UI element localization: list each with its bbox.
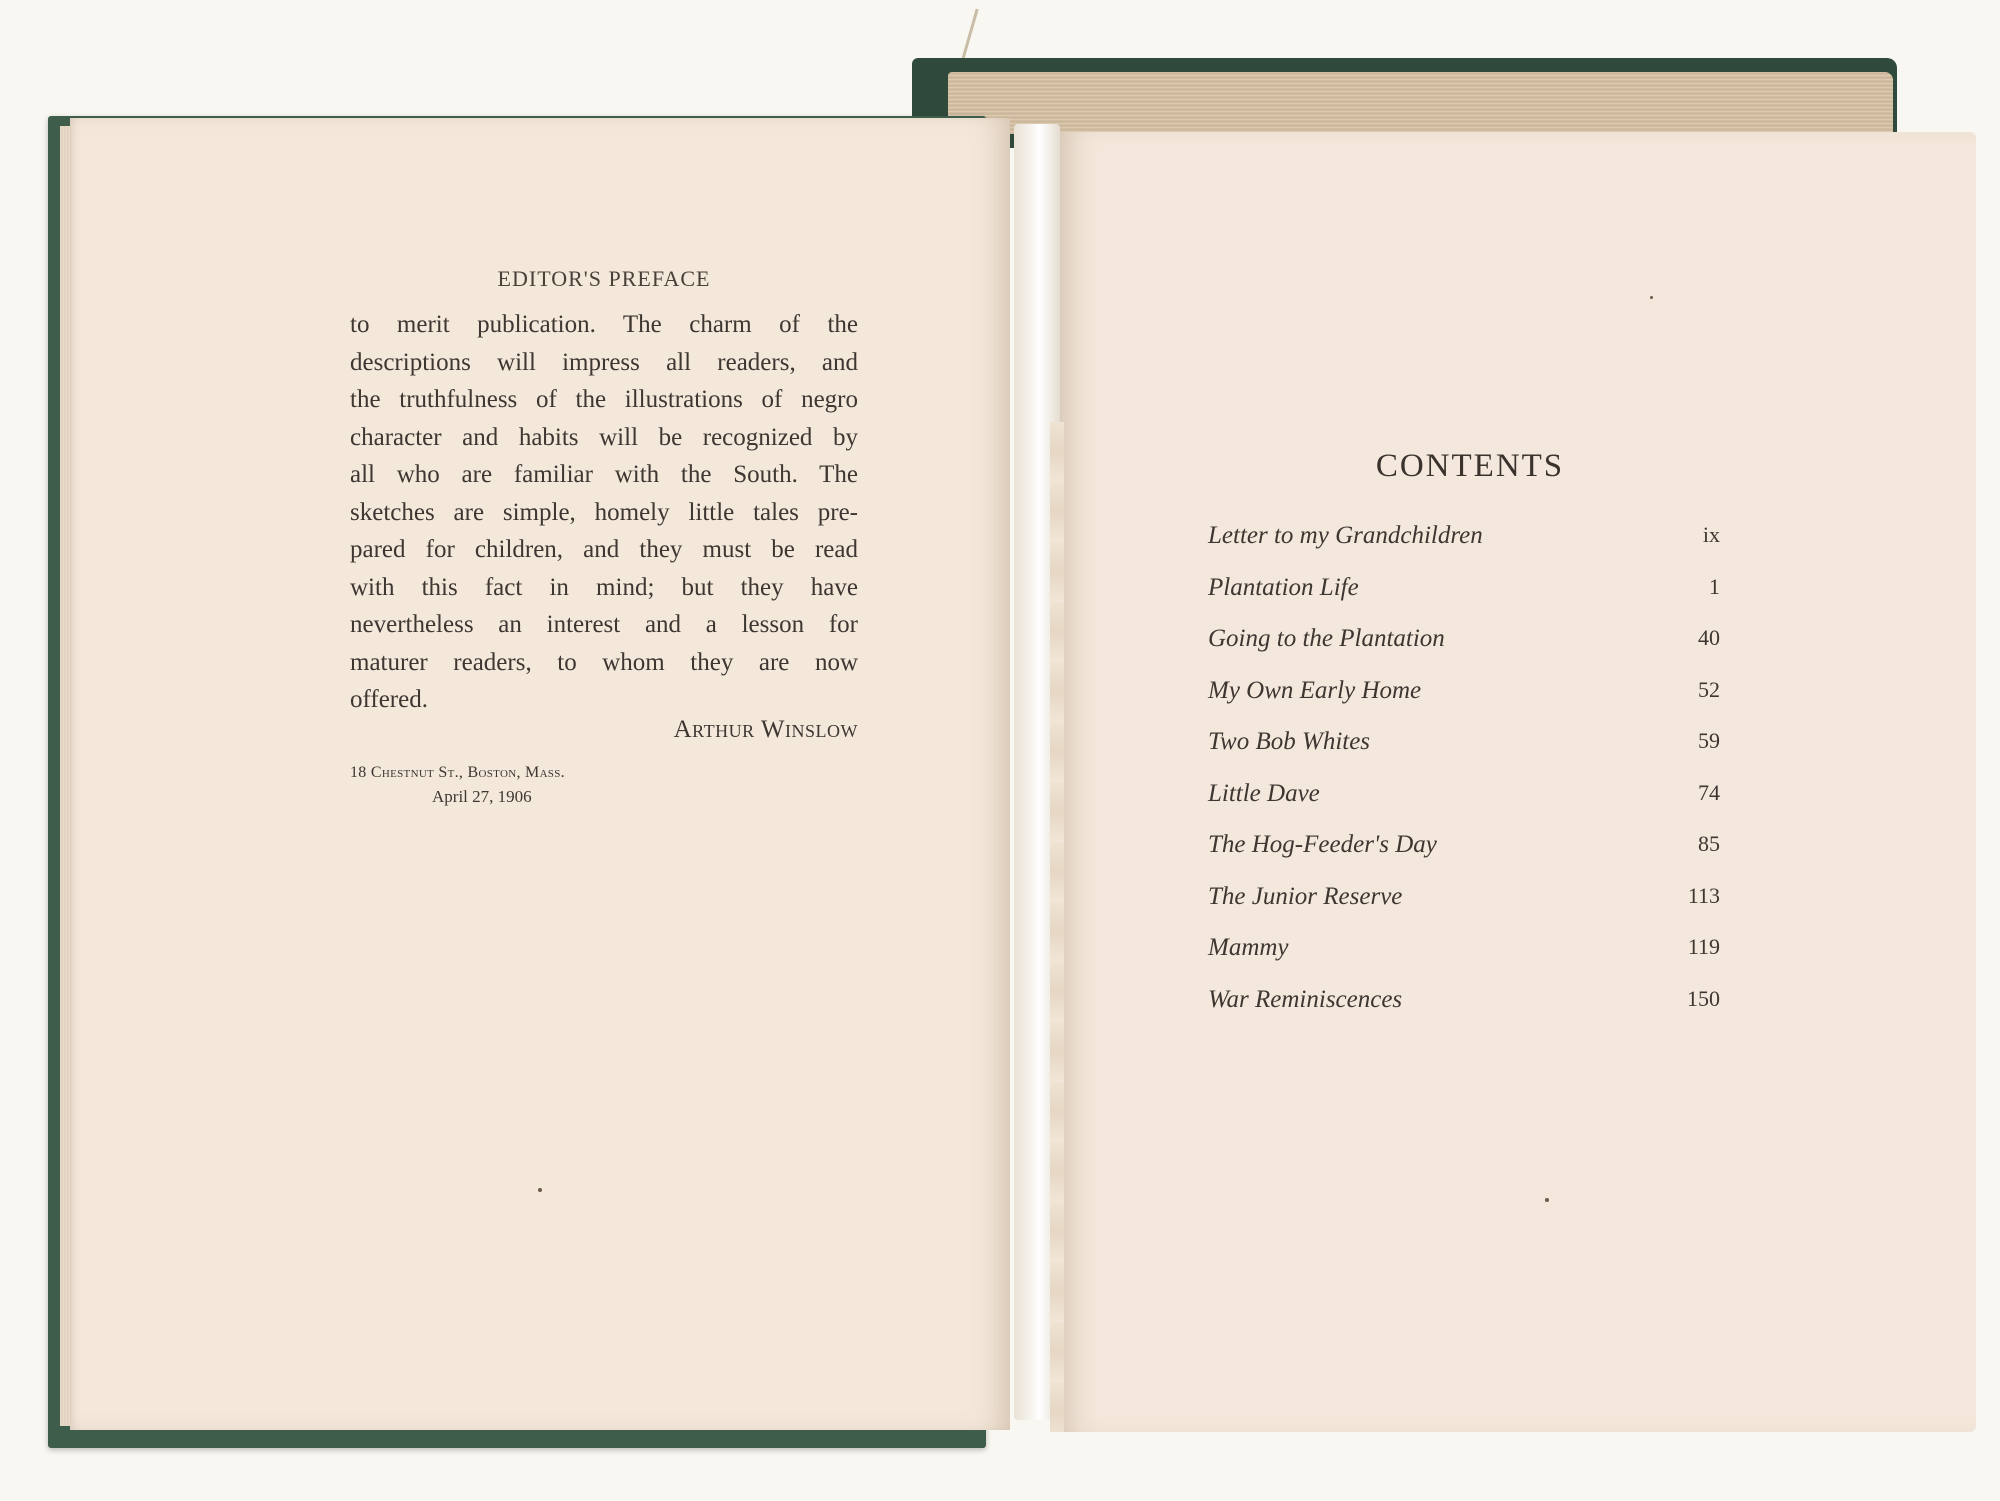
preface-line: descriptions will impress all readers, and: [350, 348, 858, 376]
toc-entry-title: My Own Early Home: [1208, 676, 1422, 704]
preface-line: nevertheless an interest and a lesson for: [350, 611, 858, 638]
preface-line: character and habits will be recognized by: [350, 423, 858, 451]
toc-entry-page: 119: [1687, 934, 1720, 959]
toc-entry-page: 113: [1687, 882, 1720, 908]
preface-line: to merit publication. The charm of the: [350, 311, 858, 338]
preface-line: offered.: [350, 686, 428, 713]
toc-entry-page: 52: [1698, 676, 1720, 702]
toc-entry-title: The Junior Reserve: [1208, 882, 1403, 910]
preface-line: maturer readers, to whom they are now: [350, 648, 858, 676]
toc-entry: [1208, 827, 1728, 879]
toc-entry: [1208, 982, 1728, 1034]
toc-entry-page: 1: [1709, 573, 1720, 599]
toc-entry: [1208, 621, 1728, 673]
toc-entry: [1208, 776, 1728, 828]
preface-line: with this fact in mind; but they have: [350, 573, 858, 601]
toc-entry: [1208, 724, 1728, 776]
toc-entry: [1208, 570, 1728, 622]
running-head: EDITOR'S PREFACE: [497, 266, 711, 291]
preface-line: sketches are simple, homely little tales pre-: [350, 498, 858, 526]
table-of-contents: [1208, 518, 1728, 1033]
toc-entry-title: War Reminiscences: [1208, 985, 1403, 1013]
toc-entry-title: Mammy: [1208, 934, 1289, 961]
toc-entry-page: 85: [1698, 831, 1720, 856]
toc-entry-page: 40: [1698, 625, 1720, 650]
preface-line: all who are familiar with the South. The: [350, 461, 858, 488]
page-edges: [948, 72, 1893, 134]
toc-entry-page: ix: [1702, 522, 1720, 547]
toc-entry-title: Going to the Plantation: [1208, 625, 1445, 652]
toc-entry-page: 59: [1698, 728, 1720, 753]
paper-speck: [1650, 296, 1653, 299]
toc-entry-page: 74: [1698, 779, 1720, 805]
toc-entry: [1208, 930, 1728, 982]
contents-title: CONTENTS: [1375, 448, 1565, 484]
toc-entry-page: 150: [1687, 985, 1720, 1011]
toc-entry-title: Plantation Life: [1208, 573, 1359, 601]
toc-entry-title: Two Bob Whites: [1208, 728, 1371, 755]
paper-speck: [1545, 1198, 1549, 1202]
date: April 27, 1906: [432, 787, 532, 806]
preface-body: [350, 306, 858, 719]
toc-entry-title: Little Dave: [1208, 779, 1320, 807]
bookmark-ribbon: [960, 9, 978, 64]
preface-line: pared for children, and they must be read: [350, 536, 858, 563]
toc-entry: [1208, 879, 1728, 931]
preface-line: the truthfulness of the illustrations of negro: [350, 386, 858, 413]
signature: Arthur Winslow: [673, 716, 858, 743]
paper-speck: [538, 1188, 542, 1192]
address: 18 Chestnut St., Boston, Mass.: [350, 764, 565, 781]
toc-entry: [1208, 673, 1728, 725]
toc-entry-title: Letter to my Grandchildren: [1208, 522, 1483, 549]
toc-entry: [1208, 518, 1728, 570]
toc-entry-title: The Hog-Feeder's Day: [1208, 831, 1437, 858]
